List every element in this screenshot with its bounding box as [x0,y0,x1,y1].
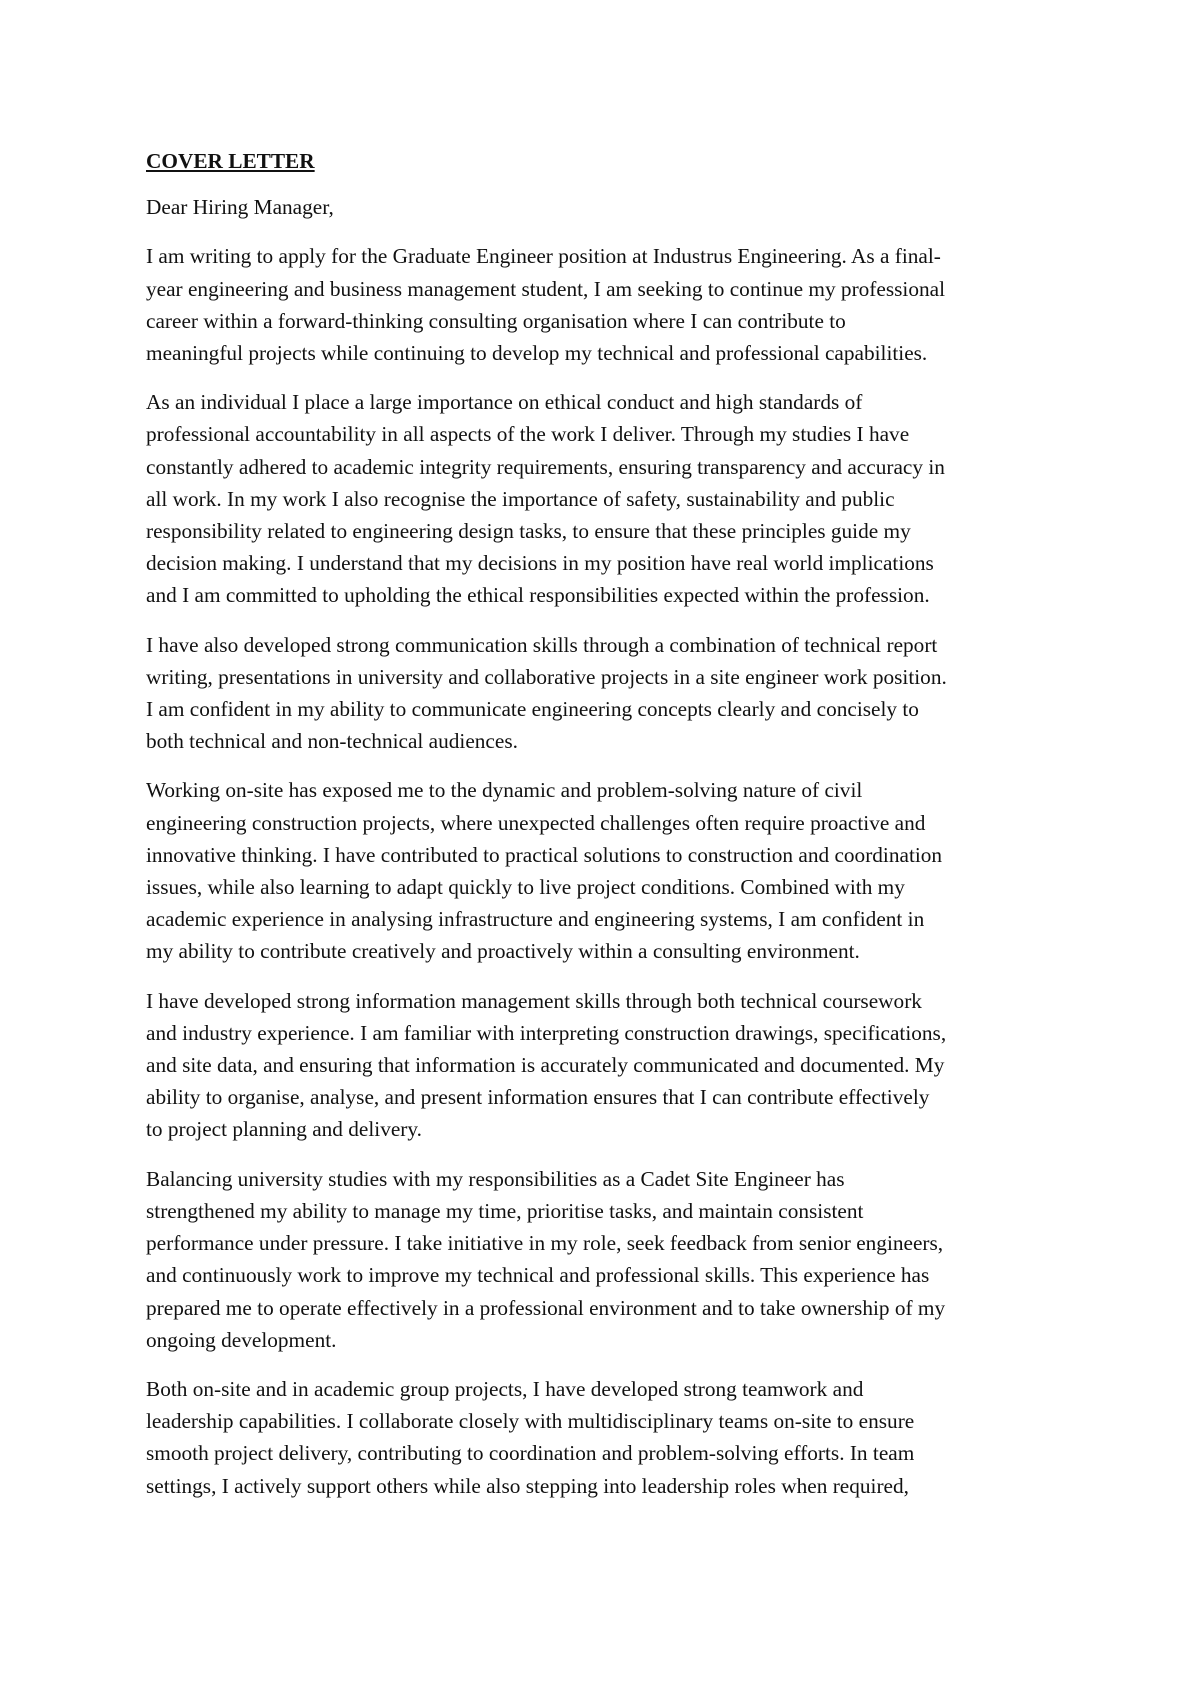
text-line: constantly adhered to academic integrity requirements, ensuring transparency and accuracy in [146,454,945,479]
text-line: Balancing university studies with my responsibilities as a Cadet Site Engineer has [146,1166,845,1191]
text-line: academic experience in analysing infrastructure and engineering systems, I am confident in [146,907,925,932]
text-line: prepared me to operate effectively in a professional environment and to take ownership of my [146,1295,946,1320]
text-line: responsibility related to engineering design tasks, to ensure that these principles guide my [146,519,911,544]
letter-title: COVER LETTER [146,149,315,173]
text-line: decision making. I understand that my decisions in my position have real world implications [146,551,934,576]
text-line: both technical and non-technical audiences. [146,729,518,754]
text-line: and site data, and ensuring that information is accurately communicated and documented. My [146,1053,945,1078]
text-line: all work. In my work I also recognise the importance of safety, sustainability and public [146,486,895,511]
text-line: to project planning and delivery. [146,1117,422,1142]
text-line: Working on-site has exposed me to the dynamic and problem-solving nature of civil [146,778,863,803]
paragraph-communication [146,629,1066,758]
text-line: writing, presentations in university and collaborative projects in a site engineer work position. [146,664,947,689]
text-line: and continuously work to improve my technical and professional skills. This experience has [146,1263,930,1288]
paragraph-teamwork [146,1373,1066,1502]
paragraph-ethics [146,386,1066,611]
text-line: year engineering and business management student, I am seeking to continue my professional [146,276,946,301]
text-line: strengthened my ability to manage my time, prioritise tasks, and maintain consistent [146,1198,864,1223]
paragraph-information-management [146,985,1066,1146]
paragraph-intro [146,240,1066,369]
paragraph-time-management [146,1163,1066,1356]
letter-salutation: Dear Hiring Manager, [146,195,334,220]
text-line: I am writing to apply for the Graduate Engineer position at Industrus Engineering. As a final- [146,244,941,269]
text-line: professional accountability in all aspects of the work I deliver. Through my studies I have [146,422,910,447]
text-line: my ability to contribute creatively and proactively within a consulting environment. [146,939,860,964]
text-line: ability to organise, analyse, and present information ensures that I can contribute effectively [146,1085,930,1110]
text-line: leadership capabilities. I collaborate closely with multidisciplinary teams on-site to ensure [146,1409,915,1434]
text-line: Both on-site and in academic group projects, I have developed strong teamwork and [146,1376,864,1401]
text-line: and industry experience. I am familiar with interpreting construction drawings, specifications, [146,1020,947,1045]
text-line: issues, while also learning to adapt quickly to live project conditions. Combined with my [146,875,905,900]
text-line: smooth project delivery, contributing to coordination and problem-solving efforts. In team [146,1441,915,1466]
paragraph-problem-solving [146,774,1066,967]
letter-body [146,145,1066,1519]
text-line: engineering construction projects, where unexpected challenges often require proactive and [146,810,926,835]
text-line: and I am committed to upholding the ethical responsibilities expected within the profession. [146,583,930,608]
text-line: settings, I actively support others while also stepping into leadership roles when required, [146,1473,909,1498]
text-line: As an individual I place a large importance on ethical conduct and high standards of [146,390,863,415]
text-line: career within a forward-thinking consulting organisation where I can contribute to [146,308,846,333]
text-line: I am confident in my ability to communicate engineering concepts clearly and concisely to [146,697,919,722]
text-line: performance under pressure. I take initiative in my role, seek feedback from senior engineers, [146,1231,944,1256]
text-line: innovative thinking. I have contributed to practical solutions to construction and coordination [146,842,943,867]
text-line: I have developed strong information management skills through both technical coursework [146,988,922,1013]
text-line: meaningful projects while continuing to develop my technical and professional capabilities. [146,341,928,366]
text-line: I have also developed strong communication skills through a combination of technical report [146,632,938,657]
text-line: ongoing development. [146,1327,337,1352]
